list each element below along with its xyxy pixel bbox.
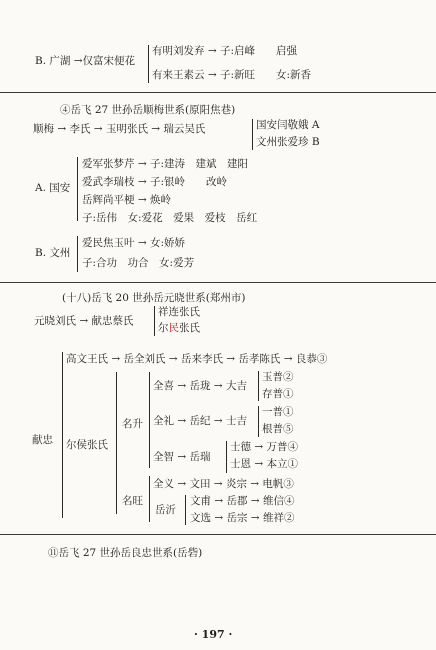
- s3-line-2: 全礼 → 岳纪 → 士吉: [153, 415, 247, 427]
- s3-mingwang: 名旺: [122, 495, 143, 507]
- s3-bracket-wives: [154, 306, 155, 336]
- s2-branch-a: 国安闫敬娥 A: [256, 119, 320, 131]
- s1-bracket: [148, 45, 149, 83]
- s2-a-row1: 爱军张梦芹 → 子:建涛 建斌 建阳: [82, 158, 249, 170]
- s2-branch-b: 文州张爱珍 B: [256, 136, 320, 148]
- s3-line-3a: 士德 → 万普④: [230, 441, 298, 453]
- s2-b-bracket: [77, 236, 78, 272]
- s3-line-6: 文选 → 岳宗 → 维祥②: [190, 512, 295, 524]
- s3-line-1: 全喜 → 岳珑 → 大吉: [153, 380, 247, 392]
- s2-bracket-wives: [252, 119, 253, 150]
- s4-title: ⑪岳飞 27 世孙岳良忠世系(岳砦): [48, 547, 203, 559]
- s3-bracket-mingwang: [149, 476, 150, 522]
- s3-mingsheng: 名升: [122, 418, 143, 430]
- s3-line-1a: 玉普②: [262, 371, 294, 383]
- s3-wife-2: 尔民张氏: [158, 322, 200, 334]
- s3-line-1b: 存普①: [262, 388, 294, 400]
- s2-a-row2: 爱武李瑞枝 → 子:银岭 改岭: [82, 176, 228, 188]
- s3-line-0: 高文王氏 → 岳全刘氏 → 岳来李氏 → 岳孝陈氏 → 良恭③: [66, 353, 328, 365]
- s3-line-3: 全智 → 岳瑞: [153, 451, 211, 463]
- s3-root: 元晓刘氏 → 献忠蔡氏: [34, 315, 134, 327]
- s3-line-3b: 士恩 → 本立①: [230, 458, 298, 470]
- page-number: · 197 ·: [194, 628, 233, 641]
- s3-line-4: 全义 → 文田 → 炎宗 → 电帆③: [153, 478, 294, 490]
- s2-a-row3: 岳辉尚平梗 → 焕岭: [82, 194, 171, 206]
- s3-xianzhong-label: 献忠: [32, 434, 53, 446]
- s2-title: ④岳飞 27 世孙岳顺梅世系(原阳焦巷): [60, 104, 236, 116]
- s3-line-2a: 一普①: [262, 406, 294, 418]
- s3-bracket-l1: [258, 371, 259, 401]
- s3-wife-1: 祥连张氏: [158, 306, 200, 318]
- s3-bracket-mingsheng: [149, 372, 150, 468]
- s2-a-bracket: [77, 157, 78, 221]
- s3-line-5: 文甫 → 岳郡 → 维信④: [190, 495, 295, 507]
- s3-ban: 岳沂: [155, 504, 176, 516]
- s3-line-2b: 根普⑤: [262, 423, 294, 435]
- s2-b-row1: 爱民焦玉叶 → 女:娇娇: [82, 237, 186, 249]
- divider-2: [0, 282, 436, 283]
- s3-bracket-xianzhong: [62, 352, 63, 518]
- s3-bracket-l3: [226, 441, 227, 473]
- s2-b-row2: 子:合功 功合 女:爱芳: [82, 257, 195, 269]
- s1-row2: 有来王素云 → 子:新旺 女:新香: [152, 69, 312, 81]
- divider-3: [0, 534, 436, 535]
- divider-1: [0, 92, 436, 93]
- s2-a-row4: 子:岳伟 女:爱花 爱果 爱枝 岳红: [82, 212, 258, 224]
- s1-row1: 有明刘发弃 → 子:启峰 启强: [152, 45, 298, 57]
- s3-bracket-zuo: [116, 372, 117, 514]
- s2-b-label: B. 文州: [35, 247, 71, 259]
- s1-root: B. 广湖 →仅富宋便花: [35, 55, 136, 67]
- s2-a-label: A. 国安: [35, 182, 71, 194]
- s3-bracket-l2: [258, 406, 259, 437]
- s3-title: (十八)岳飞 20 世孙岳元晓世系(郑州市): [62, 292, 246, 304]
- s2-lineage: 顺梅 → 李氏 → 玉明张氏 → 瑞云吴氏: [33, 123, 206, 135]
- s3-zuo: 尔侯张氏: [66, 439, 108, 451]
- s3-bracket-ban: [185, 495, 186, 525]
